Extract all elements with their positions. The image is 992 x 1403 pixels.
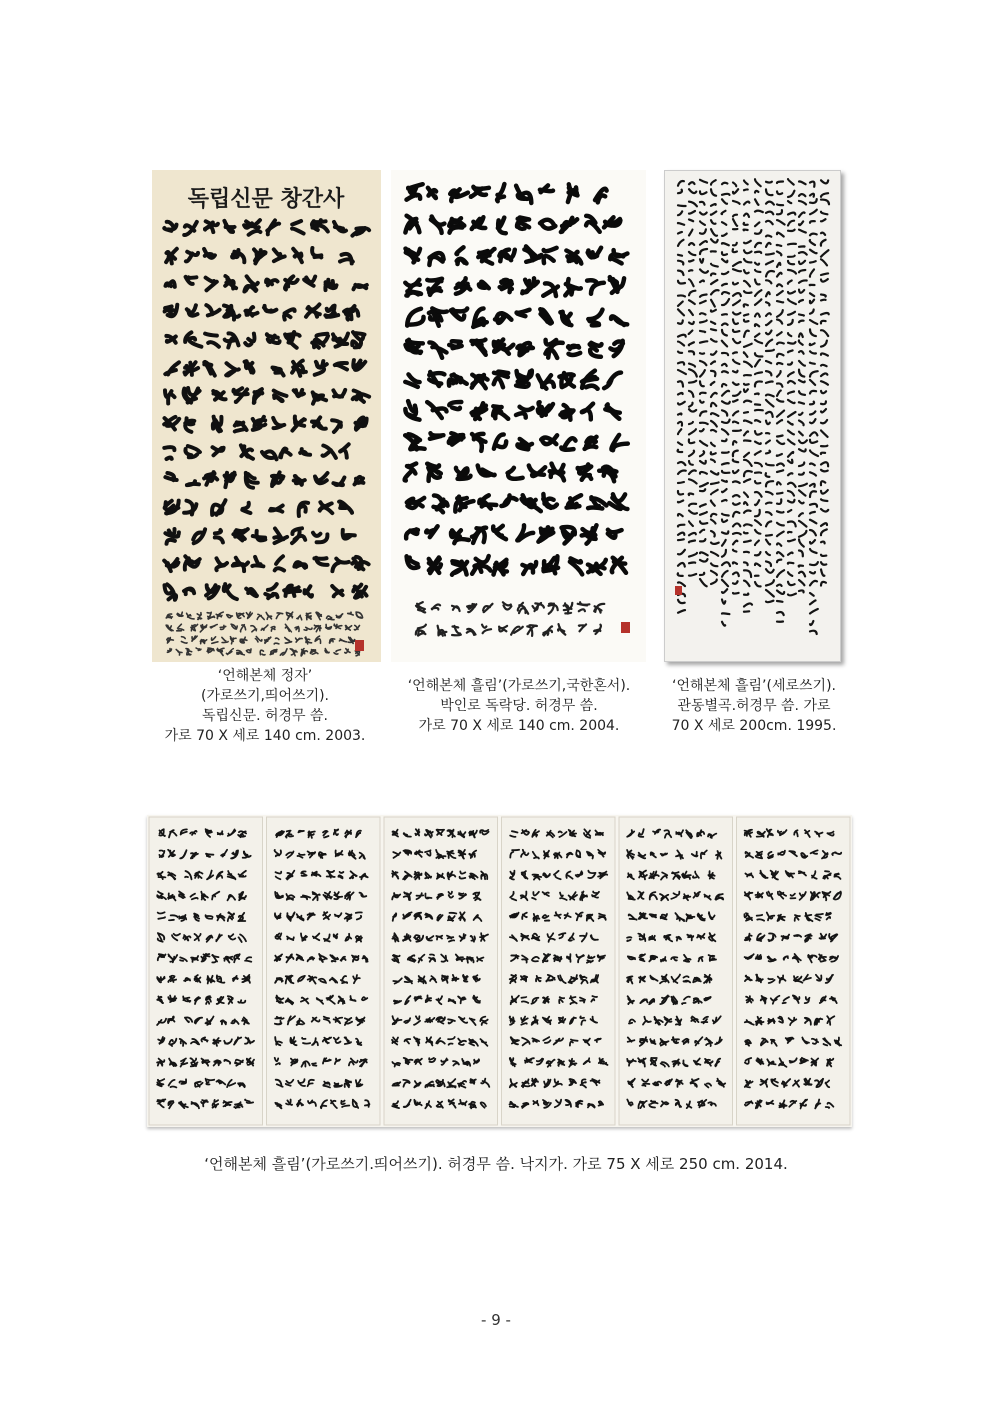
seal-stamp: [675, 586, 682, 595]
caption-folding-screen: ‘언해본체 흘림’(가로쓰기.띄어쓰기). 허경무 씀. 낙지가. 가로 75 X 세로 250 cm. 2014.: [204, 1155, 788, 1173]
caption-independent-newspaper: ‘언해본체 정자’ (가로쓰기,띄어쓰기). 독립신문. 허경무 씀. 가로 70 X 세로 140 cm. 2003.: [164, 668, 366, 744]
calligraphy-strokes: [152, 170, 381, 662]
calligraphy-strokes: [147, 815, 852, 1127]
page-number: - 9 -: [481, 1311, 511, 1329]
caption-gwandong-byeolgok: ‘언해본체 흘림’(세로쓰기). 관동별곡.허경무 씀. 가로 70 X 세로 200cm. 1995.: [671, 678, 837, 734]
caption-bak-inro: ‘언해본체 흘림’(가로쓰기,국한혼서). 박인로 독락당. 허경무 씀. 가로 70 X 세로 140 cm. 2004.: [407, 678, 631, 734]
calligraphy-artwork-gwandong-byeolgok: [664, 170, 841, 662]
calligraphy-strokes: [665, 171, 840, 661]
seal-stamp: [355, 640, 364, 651]
artwork-title: 독립신문 창간사: [187, 186, 345, 212]
calligraphy-artwork-folding-screen: [147, 815, 852, 1127]
calligraphy-artwork-bak-inro: [391, 170, 646, 662]
calligraphy-strokes: [391, 170, 646, 662]
calligraphy-artwork-independent-newspaper: [152, 170, 381, 662]
seal-stamp: [621, 622, 630, 633]
